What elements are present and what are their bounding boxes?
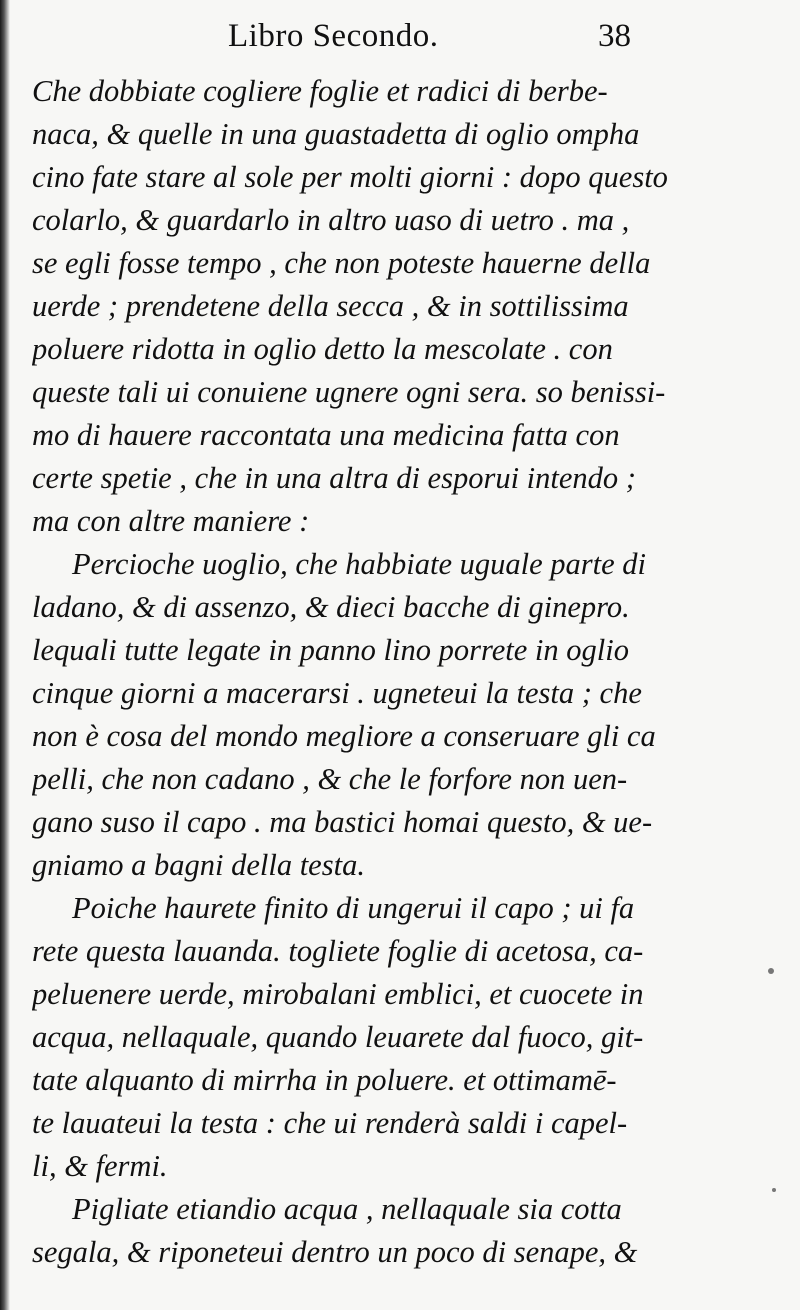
running-head-title: Libro Secondo. bbox=[228, 18, 439, 54]
paragraph bbox=[32, 1188, 692, 1274]
text-line: uerde ; prendetene della secca , & in sottilissima bbox=[32, 289, 629, 323]
text-line: te lauateui la testa : che ui renderà saldi i capel- bbox=[32, 1106, 628, 1140]
text-line: acqua, nellaquale, quando leuarete dal fuoco, git- bbox=[32, 1020, 644, 1054]
text-line: certe spetie , che in una altra di esporui intendo ; bbox=[32, 461, 636, 495]
text-line: poluere ridotta in oglio detto la mescolate . con bbox=[32, 332, 613, 366]
ink-speck bbox=[768, 968, 774, 974]
paragraph bbox=[32, 887, 692, 1188]
text-line: gano suso il capo . ma bastici homai questo, & ue- bbox=[32, 805, 653, 839]
text-line: Poiche haurete finito di ungerui il capo ; ui fa bbox=[72, 891, 635, 925]
ink-speck bbox=[772, 1188, 776, 1192]
text-line: cino fate stare al sole per molti giorni : dopo questo bbox=[32, 160, 668, 194]
text-line: queste tali ui conuiene ugnere ogni sera. so benissi- bbox=[32, 375, 666, 409]
text-line: tate alquanto di mirrha in poluere. et ottimamē- bbox=[32, 1063, 617, 1097]
text-line: segala, & riponeteui dentro un poco di senape, & bbox=[32, 1235, 638, 1269]
text-line: cinque giorni a macerarsi . ugneteui la testa ; che bbox=[32, 676, 642, 710]
text-line: Pigliate etiandio acqua , nellaquale sia cotta bbox=[72, 1192, 622, 1226]
page-number: 38 bbox=[598, 18, 631, 54]
text-line: peluenere uerde, mirobalani emblici, et cuocete in bbox=[32, 977, 644, 1011]
text-line: naca, & quelle in una guastadetta di oglio ompha bbox=[32, 117, 640, 151]
text-line: Percioche uoglio, che habbiate uguale parte di bbox=[72, 547, 646, 581]
text-line: li, & fermi. bbox=[32, 1149, 168, 1183]
page-edge-shadow bbox=[0, 0, 10, 1310]
text-line: rete questa lauanda. togliete foglie di acetosa, ca- bbox=[32, 934, 644, 968]
body-text bbox=[32, 70, 692, 1274]
paragraph bbox=[32, 543, 692, 887]
text-line: non è cosa del mondo megliore a conseruare gli ca bbox=[32, 719, 656, 753]
text-line: ladano, & di assenzo, & dieci bacche di ginepro. bbox=[32, 590, 630, 624]
text-line: Che dobbiate cogliere foglie et radici di berbe- bbox=[32, 74, 608, 108]
text-line: se egli fosse tempo , che non poteste hauerne della bbox=[32, 246, 651, 280]
running-header bbox=[228, 18, 648, 64]
text-line: lequali tutte legate in panno lino porrete in oglio bbox=[32, 633, 629, 667]
text-line: colarlo, & guardarlo in altro uaso di uetro . ma , bbox=[32, 203, 630, 237]
paragraph bbox=[32, 70, 692, 543]
text-line: gniamo a bagni della testa. bbox=[32, 848, 365, 882]
text-line: mo di hauere raccontata una medicina fatta con bbox=[32, 418, 620, 452]
text-line: ma con altre maniere : bbox=[32, 504, 310, 538]
text-line: pelli, che non cadano , & che le forfore non uen- bbox=[32, 762, 628, 796]
